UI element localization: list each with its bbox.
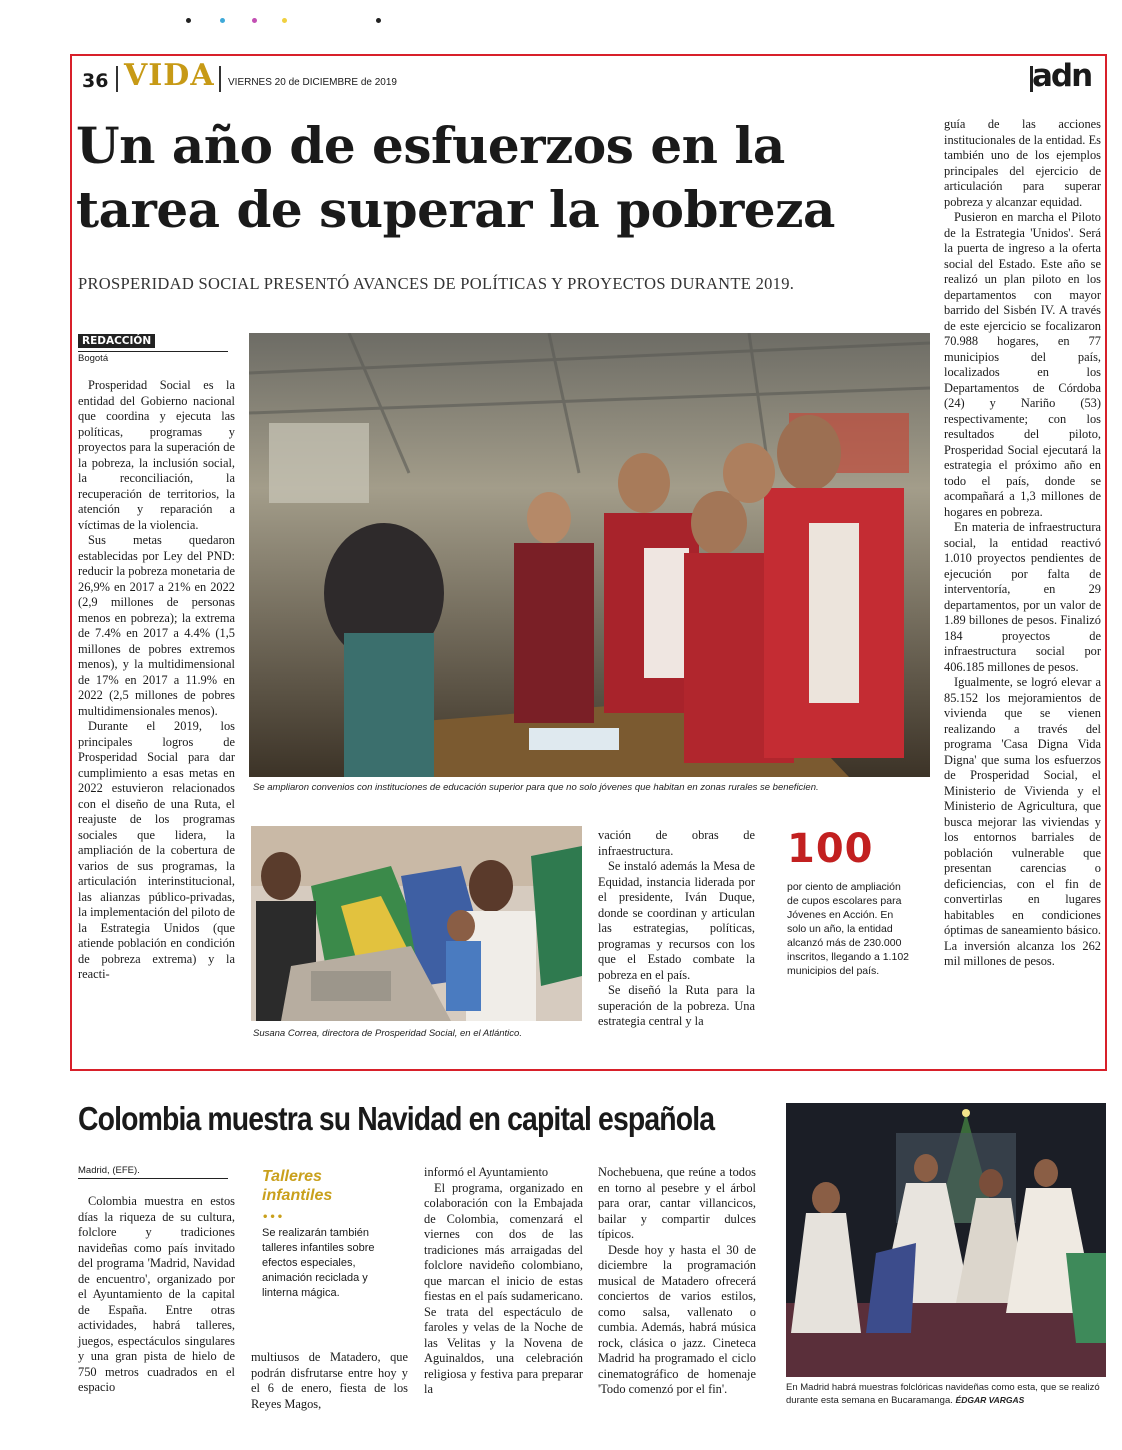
print-registration-marks	[186, 18, 386, 28]
highlight-text: por ciento de ampliación de cupos escolares para Jóvenes en Acción. En solo un año, la entidad alcanzó más de 230.000 inscritos, llegando a 1.102 municipios del país.	[787, 881, 909, 977]
paragraph: informó el Ayuntamiento	[424, 1165, 549, 1179]
caption-text: En Madrid habrá muestras folclóricas navideñas como esta, que se realizó durante esta semana en Bucaramanga.	[786, 1382, 1100, 1406]
paragraph: Se instaló además la Mesa de Equidad, instancia liderada por el presidente, Iván Duque, donde se coordinan y articulan las estrategias, políticas, programas y recursos con los que el Estado combate la pobreza en el país.	[598, 859, 755, 982]
issue-date: VIERNES 20 de DICIEMBRE de 2019	[228, 77, 397, 88]
paragraph: vación de obras de infraestructura.	[598, 828, 755, 858]
article-headline: Colombia muestra su Navidad en capital española	[78, 1100, 715, 1137]
dancers-photo-illustration	[786, 1103, 1106, 1377]
photo-caption: Susana Correa, directora de Prosperidad Social, en el Atlántico.	[253, 1028, 522, 1039]
paragraph: guía de las acciones institucionales de la entidad. Es también uno de los ejemplos principales del ejercicio de articulación para superar pobreza y alcanzar equidad.	[944, 117, 1101, 209]
highlight-number: 100	[787, 826, 874, 872]
article-column-3	[424, 1165, 583, 1398]
paragraph: Pusieron en marcha el Piloto de la Estrategia 'Unidos'. Será la puerta de ingreso a la oferta social del Estado. Este año se realizó un plan piloto en los departamentos con mayor barrido del Sisbén IV. A través de este ejercicio se focalizaron 70.988 hogares, en 77 municipios del país, localizados en los Departamentos de Córdoba (24) y Nariño (53) respectivamente; con los resultados del piloto, Prosperidad Social ejecutará la estrategia el próximo año en todo el país, donde se acompañará a 1,3 millones de hogares en pobreza.	[944, 210, 1101, 519]
photo-credit: ÉDGAR VARGAS	[955, 1395, 1025, 1405]
divider	[116, 66, 118, 92]
paragraph: Colombia muestra en estos días la riqueza de su cultura, folclore y tradiciones navideñas como país invitado del programa 'Madrid, Navidad de encuentro', organizado por el Ayuntamiento de la capital de España. Entre otras actividades, habrá talleres, juegos, espectáculos singulares y una gran pista de hielo de 750 metros cuadrados en el espacio	[78, 1194, 235, 1394]
paragraph: Sus metas quedaron establecidas por Ley del PND: reducir la pobreza monetaria de 26,9% en 2017 a 21% en 2022 (2,9 millones de personas menos en pobreza); la extrema de 7.4% en 2017 a 4.4% (1,5 millones de pobres extremos menos), y la multidimensional de 17% en 2017 a 11.9% en 2022 (2,5 millones de pobres multidimensionales menos).	[78, 533, 235, 718]
article-kicker: PROSPERIDAD SOCIAL PRESENTÓ AVANCES DE POLÍTICAS Y PROYECTOS DURANTE 2019.	[78, 274, 795, 293]
photo-caption: Se ampliaron convenios con instituciones de educación superior para que no solo jóvenes que habitan en zonas rurales se beneficien.	[253, 782, 819, 793]
sidebar-title-line: infantiles	[262, 1187, 333, 1204]
article-column-1	[78, 378, 235, 983]
paragraph: Prosperidad Social es la entidad del Gobierno nacional que coordina y ejecuta las políticas, programas y proyectos para la superación de la pobreza, la inclusión social, la reconciliación, la recuperación de territorios, la atención y reparación a víctimas de la violencia.	[78, 378, 235, 532]
headline-line: Un año de esfuerzos en la	[76, 116, 785, 175]
paragraph: Nochebuena, que reúne a todos en torno al pesebre y el árbol para orar, cantar villancicos, bailar y compartir dulces típicos.	[598, 1165, 756, 1241]
students-photo-illustration	[249, 333, 930, 777]
photo-folk-dancers	[786, 1103, 1106, 1377]
photo-students-fair	[249, 333, 930, 777]
article-column-1	[78, 1194, 235, 1396]
paragraph: En materia de infraestructura social, la entidad reactivó 1.010 proyectos pendientes de ejecución por falta de interventoría, en 29 departamentos, por un valor de 1.89 billones de pesos. Finalizó 184 proyectos de infraestructura social por 406.185 millones de pesos.	[944, 520, 1101, 674]
sidebar-box-text: Se realizarán también talleres infantiles sobre efectos especiales, animación reciclada y linterna mágica.	[262, 1227, 375, 1299]
byline: REDACCIÓN	[78, 334, 155, 348]
article-column-4	[598, 1165, 756, 1398]
page-number: 36	[82, 70, 109, 92]
paragraph: Se diseñó la Ruta para la superación de la pobreza. Una estrategia central y la	[598, 983, 755, 1028]
paragraph: Igualmente, se logró elevar a 85.152 los mejoramientos de vivienda que se vienen realizando a través del programa 'Casa Digna Vida Digna' que suma los esfuerzos de Prosperidad Social, el Ministerio de Vivienda y el Ministerio de Agricultura, que busca mejorar las viviendas y los entornos barriales de población vulnerable que presentan carencias o deficiencias, con el fin de convertirlas en lugares habitables en condiciones óptimas de saneamiento básico. La inversión alcanza los 262 mil millones de pesos.	[944, 675, 1101, 968]
divider	[219, 66, 221, 92]
article-headline	[76, 114, 936, 242]
section-title: VIDA	[124, 58, 215, 93]
paragraph: El programa, organizado en colaboración con la Embajada de Colombia, comenzará el viernes con dos de las tradiciones más arraigadas del folclore navideño colombiano, que marcan el inicio de estas fiestas en el país sudamericano. Se trata del espectáculo de faroles y velas de la Noche de las Velitas y la Novena de Aguinaldos, una celebración religiosa y festiva para preparar la	[424, 1180, 583, 1396]
byline: Madrid, (EFE).	[78, 1165, 228, 1179]
director-photo-illustration	[251, 826, 582, 1021]
paragraph: Desde hoy y hasta el 30 de diciembre la programación musical de Matadero ofrecerá conciertos de varios estilos, como salsa, vallenato o cumbia. Además, habrá música rock, clásica o jazz. Cineteca Madrid ha programado el ciclo cinematográfico de homenaje 'Todo comenzó por el fin'.	[598, 1242, 756, 1396]
newspaper-logo: adn	[1032, 58, 1092, 94]
paragraph: Durante el 2019, los principales logros de Prosperidad Social para dar cumplimiento a esas metas en 2022 estuvieron relacionados con el diseño de una Ruta, el reajuste de los programas sociales que lidera, la ampliación de la cobertura de varios de sus programas, la articulación interinstitucional, las alianzas público-privadas, la implementación del piloto de la Estrategia Unidos (que atiende población en condición de pobreza extrema) y la reacti-	[78, 719, 235, 981]
article-column-4	[944, 117, 1101, 970]
sidebar-box-title	[262, 1167, 332, 1205]
article-column-3	[598, 828, 755, 1030]
sidebar-box-dots: •••	[262, 1212, 285, 1223]
article-column-2	[251, 1350, 408, 1412]
sidebar-title-line: Talleres	[262, 1168, 322, 1185]
photo-director	[251, 826, 582, 1021]
byline-location: Bogotá	[78, 351, 228, 364]
paragraph: multiusos de Matadero, que podrán disfrutarse entre hoy y el 6 de enero, fiesta de los Reyes Magos,	[251, 1350, 408, 1411]
headline-line: tarea de superar la pobreza	[76, 180, 835, 239]
photo-caption	[786, 1381, 1106, 1407]
